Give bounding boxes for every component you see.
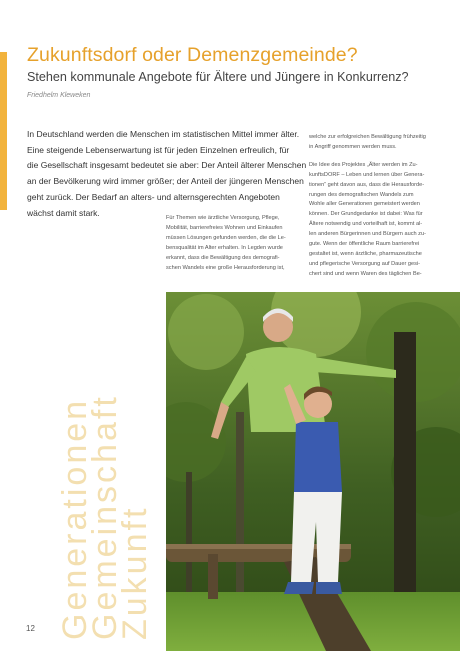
decoration-word: Gemeinschaft [86, 394, 124, 640]
lead-line: an der Bevölkerung wird immer größer; der Anteil der jüngeren Menschen [27, 176, 304, 187]
photo-grandfather-and-child [166, 292, 460, 651]
article-title: Zukunftsdorf oder Demenzgemeinde? [27, 44, 358, 66]
text-line: können. Der Grundgedanke ist dabei: Was für [309, 211, 423, 218]
right-column-text [309, 133, 441, 280]
lead-line: die Gesellschaft insgesamt bedeutet sie aber: Der Anteil älterer Menschen [27, 160, 307, 171]
paragraph-gap [309, 153, 441, 161]
lead-line: wächst damit stark. [27, 207, 100, 218]
page-number: 12 [26, 624, 35, 633]
text-line: welche zur erfolgreichen Bewältigung frühzeitig [309, 134, 426, 140]
text-line: Für Themen wie ärztliche Versorgung, Pflege, [166, 215, 280, 221]
lead-line: Eine steigende Lebenserwartung ist für jeden Einzelnen erfreulich, für [27, 144, 290, 155]
text-line: erkannt, dass die Bewältigung des demografi- [166, 254, 280, 261]
article-subtitle: Stehen kommunale Angebote für Ältere und Jüngere in Konkurrenz? [27, 70, 409, 84]
text-line: Mobilität, barrierefreies Wohnen und Einkaufen [166, 224, 283, 231]
text-line: Wohle aller Generationen gemeistert werden [309, 201, 420, 208]
text-line: rungen des demografischen Wandels zum [309, 191, 414, 198]
accent-bar [0, 52, 7, 210]
text-line: kunftsDORF – Leben und lernen über Genera- [309, 171, 425, 178]
text-line: und pflegerische Versorgung auf Dauer gesi- [309, 260, 421, 267]
text-line: müssen Lösungen gefunden werden, die die Le- [166, 234, 286, 241]
text-line: gute. Wenn der öffentliche Raum barrierefrei [309, 241, 420, 248]
text-line: gestaltet ist, wenn ärztliche, pharmazeutische [309, 250, 422, 257]
lead-paragraph [27, 127, 307, 221]
text-line: chert sind und wenn Waren des täglichen Be- [309, 270, 422, 277]
text-line: tionen“ geht davon aus, dass die Herausforde- [309, 181, 425, 188]
decoration-word: Generationen [56, 397, 94, 640]
lead-line: In Deutschland werden die Menschen im statistischen Mittel immer älter. [27, 129, 300, 139]
lead-line: geht zurück. Der Bedarf an alters- und alternsgerechten Angeboten [27, 191, 280, 202]
vertical-decoration-words [56, 394, 154, 640]
middle-column-text [166, 214, 302, 273]
text-line: Die Idee des Projektes „Älter werden im Zu- [309, 161, 418, 168]
article-author: Friedhelm Kleweken [27, 92, 91, 99]
decoration-word: Zukunft [116, 505, 154, 640]
text-line: in Angriff genommen werden muss. [309, 143, 397, 150]
text-line: Ältere notwendig und vorteilhaft ist, kommt al- [309, 221, 423, 228]
text-line: len anderen Bürgerinnen und Bürgern auch zu- [309, 231, 426, 238]
text-line: bensqualität im Alter erhalten. In Legden wurde [166, 244, 283, 251]
text-line: schen Wandels eine große Herausforderung ist, [166, 264, 285, 271]
